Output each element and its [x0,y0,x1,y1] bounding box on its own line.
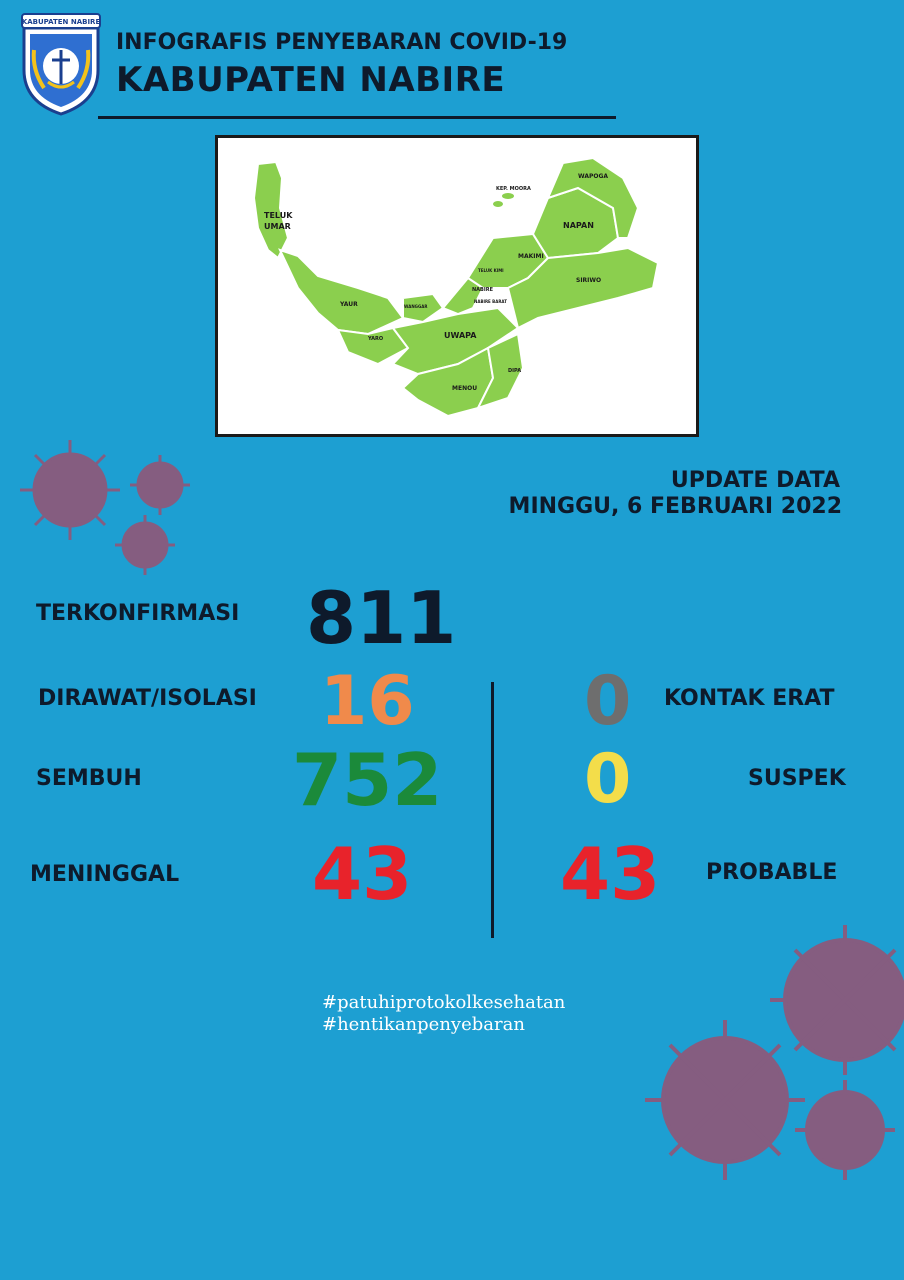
update-data-label: UPDATE DATA [670,468,840,493]
map-label-kep-moora: KEP. MOORA [496,186,531,192]
suspek-label: SUSPEK [748,766,846,791]
update-date: MINGGU, 6 FEBRUARI 2022 [508,494,842,519]
map-region-yaur [280,250,403,334]
map-label-uwapa: UWAPA [444,331,477,340]
probable-label: PROBABLE [706,860,838,885]
kabupaten-nabire-logo [18,10,104,118]
probable-value: 43 [560,832,661,916]
terkonfirmasi-label: TERKONFIRMASI [36,601,240,626]
dirawat-label: DIRAWAT/ISOLASI [38,686,257,711]
logo-text: KABUPATEN NABIRE [21,18,101,26]
map-label-teluk-kimi: TELUK KIMI [478,268,504,273]
dirawat-value: 16 [320,662,415,741]
map-label-teluk: TELUK [264,211,293,220]
meninggal-label: MENINGGAL [30,862,180,887]
map-label-umar: UMAR [264,222,291,231]
map-region-teluk-umar [254,162,288,258]
title-underline [98,116,616,119]
virus-decoration-top-left [10,430,200,580]
map-label-menou: MENOU [452,385,478,392]
map-label-napan: NAPAN [563,221,594,230]
map-label-nabire-barat: NABIRE BARAT [474,299,507,304]
title-line-1: INFOGRAFIS PENYEBARAN COVID-19 [116,30,568,55]
sembuh-value: 752 [292,738,443,822]
map-label-yaro: YARO [368,336,384,342]
meninggal-value: 43 [312,832,413,916]
map-label-wapoga: WAPOGA [578,173,609,180]
map-label-dipa: DIPA [508,368,522,374]
stats-divider [491,682,494,938]
kontak-erat-label: KONTAK ERAT [664,686,835,711]
terkonfirmasi-value: 811 [306,576,457,660]
hashtag-penyebaran: #hentikanpenyebaran [322,1014,525,1035]
suspek-value: 0 [584,740,632,819]
sembuh-label: SEMBUH [36,766,142,791]
map-label-yaur: YAUR [340,301,358,308]
kontak-erat-value: 0 [584,662,632,741]
map-label-makimi: MAKIMI [518,253,544,260]
hashtag-protokol: #patuhiprotokolkesehatan [322,992,566,1013]
nabire-district-map [215,135,699,437]
map-label-wanggar: WANGGAR [404,304,428,309]
map-label-nabire: NABIRE [472,287,493,293]
title-line-2: KABUPATEN NABIRE [116,60,506,100]
hashtags [322,992,565,1036]
virus-decoration-bottom-right [640,915,904,1195]
map-label-siriwo: SIRIWO [576,277,602,284]
